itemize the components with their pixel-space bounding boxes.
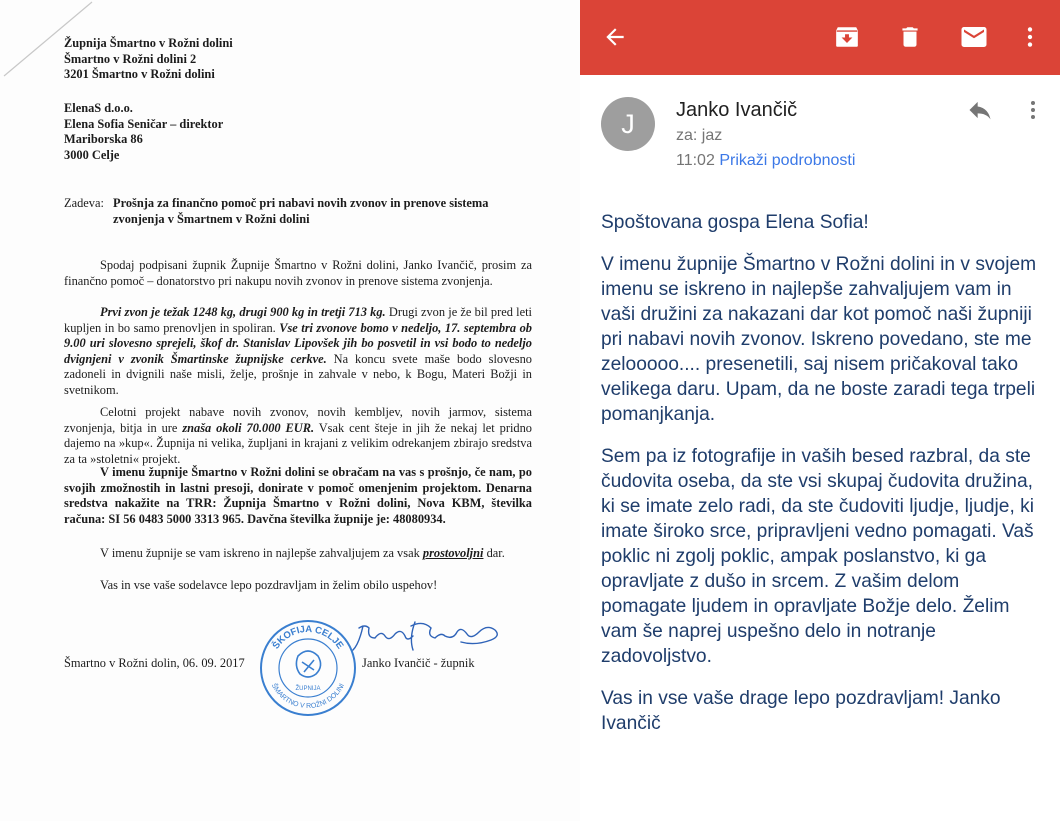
subject-label: Zadeva: — [64, 196, 104, 210]
letter-paragraph — [64, 578, 532, 594]
email-body — [601, 210, 1046, 753]
recipient-line: Mariborska 86 — [64, 132, 143, 147]
sender-avatar[interactable]: J — [601, 97, 655, 151]
show-details-link[interactable]: Prikaži podrobnosti — [719, 152, 856, 169]
paragraph-text: Spodaj podpisani župnik Župnije Šmartno v Rožni dolini, Janko Ivančič, prosim za finančno pomoč – donatorstvo pri nakupu novih zvonov in prenove sistema zvonjenja. — [64, 258, 532, 288]
paragraph-text: znaša okoli 70.000 EUR. — [182, 420, 315, 435]
parish-stamp — [258, 618, 358, 718]
paragraph-text: dar. — [483, 546, 505, 560]
handwritten-signature — [345, 612, 520, 660]
stamp-text-top: ŠKOFIJA CELJE — [270, 623, 346, 652]
sender-name: Janko Ivančič — [676, 99, 798, 121]
message-more-button[interactable] — [1020, 94, 1046, 126]
letter-paragraph — [64, 258, 532, 289]
sender-line: Šmartno v Rožni dolini 2 — [64, 51, 197, 66]
recipient-line: ElenaS d.o.o. — [64, 101, 133, 115]
email-greeting: Spoštovana gospa Elena Sofia! — [601, 212, 869, 233]
mark-unread-button[interactable] — [956, 19, 992, 55]
reply-button[interactable] — [963, 94, 997, 126]
paragraph-text: V imenu župnije se vam iskreno in najlepše zahvaljujem za vsak — [100, 546, 423, 560]
paragraph-text: Prvi zvon je težak 1248 kg, drugi 900 kg in tretji 713 kg. — [100, 305, 386, 319]
email-closing: Vas in vse vaše drage lepo pozdravljam! Janko Ivančič — [601, 688, 1001, 734]
letter-place-date: Šmartno v Rožni dolin, 06. 09. 2017 — [64, 656, 245, 670]
paragraph-text: Na koncu svete maše bodo slovesno zadoneli in dvignili naše misli, želje, prošnje in zahvale v nebo, k Bogu, Materi Božji in svetnikom. — [64, 351, 532, 397]
more-vert-icon — [1017, 24, 1043, 50]
subject-text: zvonjenja v Šmartnem v Rožni dolini — [113, 211, 310, 226]
sender-line: 3201 Šmartno v Rožni dolini — [64, 67, 215, 82]
paragraph-text: prostovoljni — [422, 546, 484, 560]
letter-signer: Janko Ivančič - župnik — [362, 656, 475, 670]
archive-button[interactable] — [829, 19, 865, 55]
paragraph-text: Vas in vse vaše sodelavce lepo pozdravljam in želim obilo uspehov! — [100, 578, 438, 592]
paragraph-text: Vse tri zvonove bomo v nedeljo, 17. septembra ob 9.00 uri slovesno sprejeli, škof dr. Stanislav Lipovšek jih bo posvetil in vsi bodo to nedeljo dvignjeni v zvonik Šmartinske župnijske cerkve. — [64, 320, 532, 366]
paragraph-text: Vsak cent šteje in jih že nekaj let pridno dajemo na »kup«. Župnija ni velika, župljani in krajani z velikim odrekanjem zbirajo sredstva za ta »stoletni« projekt. — [64, 420, 532, 466]
app-toolbar — [580, 0, 1060, 75]
subject-text: Prošnja za finančno pomoč pri nabavi novih zvonov in prenove sistema — [113, 196, 489, 210]
paragraph-text: Celotni projekt nabave novih zvonov, novih kembljev, novih jarmov, sistema zvonjenja, bitja in ure — [64, 405, 532, 435]
more-vert-icon — [1021, 98, 1045, 122]
letter-paragraph — [64, 405, 532, 467]
recipient-line: za: jaz — [676, 127, 723, 144]
letter-paragraph — [64, 465, 532, 527]
email-paragraph: V imenu župnije Šmartno v Rožni dolini in v svojem imenu se iskreno in najlepše zahvaljujem vam in vaši družini za nakazani dar kot pomoč naši župniji pri nabavi novih zvonov. Iskreno povedano, ste me zelooooo.... presenetili, saj nisem pričakoval tako velikega daru. Upam, da ne boste zaradi tega trpeli pomanjkanja. — [601, 254, 1037, 425]
reply-icon — [966, 96, 994, 124]
email-view — [580, 0, 1060, 821]
stamp-text-center: ŽUPNIJA — [295, 686, 321, 692]
back-button[interactable] — [597, 19, 633, 55]
sender-line: Župnija Šmartno v Rožni dolini — [64, 36, 233, 50]
recipient-address — [64, 101, 223, 163]
message-meta — [676, 152, 855, 170]
recipient-line: 3000 Celje — [64, 147, 120, 162]
arrow-back-icon — [602, 24, 628, 50]
letter-paragraph — [64, 305, 532, 399]
stamp-text-bottom: ŠMARTNO V ROŽNI DOLINI — [269, 682, 347, 711]
email-paragraph: Sem pa iz fotografije in vaših besed razbral, da ste čudovita oseba, da ste vsi skupaj čudovita družina, ki se imate zelo radi, da ste čudoviti ljudje, ljudje, ki imate široko srce, pripravljeni vedno pomagati. Vaš poklic ni zgolj poklic, ampak poslanstvo, ki ga opravljate z dušo in srcem. Z vašim delom pomagate ljudem in opravljate Božje delo. Želim vam še naprej uspešno delo in notranje zadovoljstvo. — [601, 446, 1034, 667]
delete-icon — [897, 24, 923, 50]
delete-button[interactable] — [892, 19, 928, 55]
archive-icon — [834, 24, 860, 50]
letter-paragraph — [64, 546, 532, 562]
overflow-menu-button[interactable] — [1012, 19, 1048, 55]
letter-subject — [64, 196, 488, 227]
mail-icon — [959, 22, 989, 52]
paragraph-text: V imenu župnije Šmartno v Rožni dolini se obračam na vas s prošnjo, če nam, po svojih zmožnostih in lastni presoji, donirate v pomoč omenjenim projektom. Denarna sredstva nakažite na TRR: Župnija Šmartno v Rožni dolini, Nova KBM, številka računa: SI 56 0483 5000 3313 965. Davčna številka župnije je: 48080934. — [64, 465, 532, 526]
message-time: 11:02 — [676, 152, 715, 169]
sender-address — [64, 36, 233, 83]
paragraph-text: Drugi zvon je že bil pred leti kupljen in bo samo prenovljen in spoliran. — [64, 305, 532, 335]
recipient-line: Elena Sofia Seničar – direktor — [64, 116, 224, 131]
